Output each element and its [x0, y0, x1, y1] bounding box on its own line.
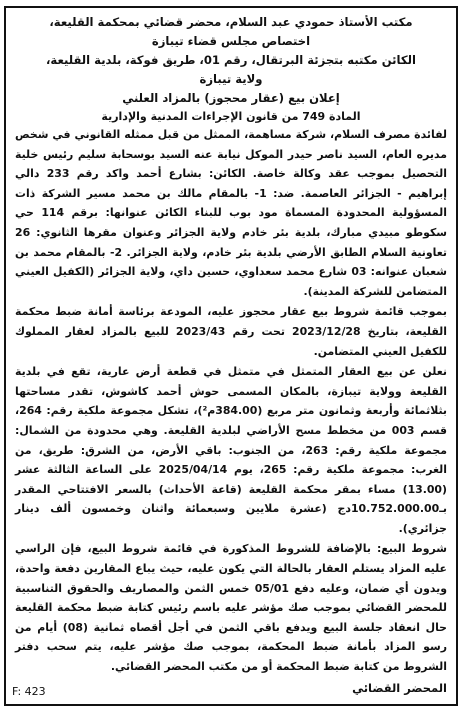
notice-title: إعلان بيع (عقار محجوز) بالمزاد العلني — [122, 91, 340, 105]
reference-number: F: 423 — [12, 685, 46, 698]
notice-frame — [4, 6, 458, 706]
parties-paragraph: لفائدة مصرف السلام، شركة مساهمة، الممثل من قبل ممثله القانوني في شخص مديره العام، السيد ناصر حيدر الموكل نيابة عنه السيد بوسحابة سليم رئيس خلية التحصيل بموجب عقد وكالة خاصة. الكائن: بشارع أحمد واكد رقم 233 دالي إبراهيم - الجزائر العاصمة. ضد: 1- بالمقام مالك بن محمد مسير الشركة ذات المسؤولية المحدودة المسماة مود بوب للبناء الكائن عنوانها: برقم 114 حي سكوطو مبيدي مبارك، بلدية بئر خادم ولاية الجزائر وعنوان مقرها الثانوي: 26 تعاونية السلام الطابق الأرضي بلدية بئر خادم، ولاية الجزائر. 2- بالمقام محمد بن شعبان عنوانه: 03 شارع محمد سعداوي، حسين داي، ولاية الجزائر (الكفيل العيني المتضامن للشركة المدينة). — [15, 128, 448, 298]
office-address: الكائن مكتبه بتجزئة البرتقال، رقم 01، طريق فوكة، بلدية القليعة، — [46, 53, 416, 67]
office-wilaya: ولاية تيبازة — [199, 72, 263, 86]
notice-subtitle: المادة 749 من قانون الإجراءات المدنية والإدارية — [101, 110, 361, 123]
office-name: مكتب الأستاذ حمودي عبد السلام، محضر قضائي بمحكمة القليعة، — [49, 15, 413, 29]
sale-terms-paragraph: شروط البيع: بالإضافة للشروط المذكورة في قائمة شروط البيع، فإن الراسي عليه المزاد يستلم العقار بالحالة التي يكون عليه، حيث يباع المقارين دفعة واحدة، ويدون أي ضمان، وعليه دفع 05/01 خمس الثمن والمصاريف والحقوق التناسبية للمحضر القضائي بموجب صك مؤشر عليه باسم رئيس كتابة ضبط محكمة القليعة حال انعقاد جلسة البيع ويدفع باقي الثمن في أجل أقصاه ثمانية (08) أيام من رسو المزاد بأمانة ضبط المحكمة، بموجب صك مؤشر عليه، يتم سحب دفتر الشروط من كتابة ضبط المحكمة أو من مكتب المحضر القضائي. — [15, 542, 448, 674]
property-description-paragraph: نعلن عن بيع العقار المتمثل في متمثل في قطعة أرض عارية، تقع في بلدية القليعة وولاية تيبازة، بالمكان المسمى حوش أحمد كاشوش، تقدر مساحتها بثلاثمائة وأربعة وثمانون متر مربع (384.00م²)، تشكل مجموعة ملكية رقم: 264، قسم 003 من مخطط مسح الأراضي لبلدية القليعة. وهي محدودة من الشمال: مجموعة ملكية رقم: 263، من الجنوب: باقي الأرض، من الشرق: طريق، من الغرب: مجموعة ملكية رقم: 265، يوم 2025/04/14 على الساعة الثالثة عشر (13.00) مساء بمقر محكمة القليعة (قاعة الأحداث) بالسعر الافتتاحي المقدر بـ10.752.000.00دج (عشرة ملايين وسبعمائة واثنان وخمسون ألف دينار جزائري). — [15, 365, 448, 535]
signature-label: المحضر القضائي — [352, 680, 447, 695]
conditions-deposit-paragraph: بموجب قائمة شروط بيع عقار محجوز عليه، المودعة برئاسة أمانة ضبط محكمة القليعة، بتاريخ 2023/12/28 تحت رقم 2023/43 للبيع بالمزاد لعقار المملوك للكفيل العيني المتضامن. — [15, 305, 447, 358]
jurisdiction: اختصاص مجلس قضاء تيبازة — [151, 34, 311, 48]
